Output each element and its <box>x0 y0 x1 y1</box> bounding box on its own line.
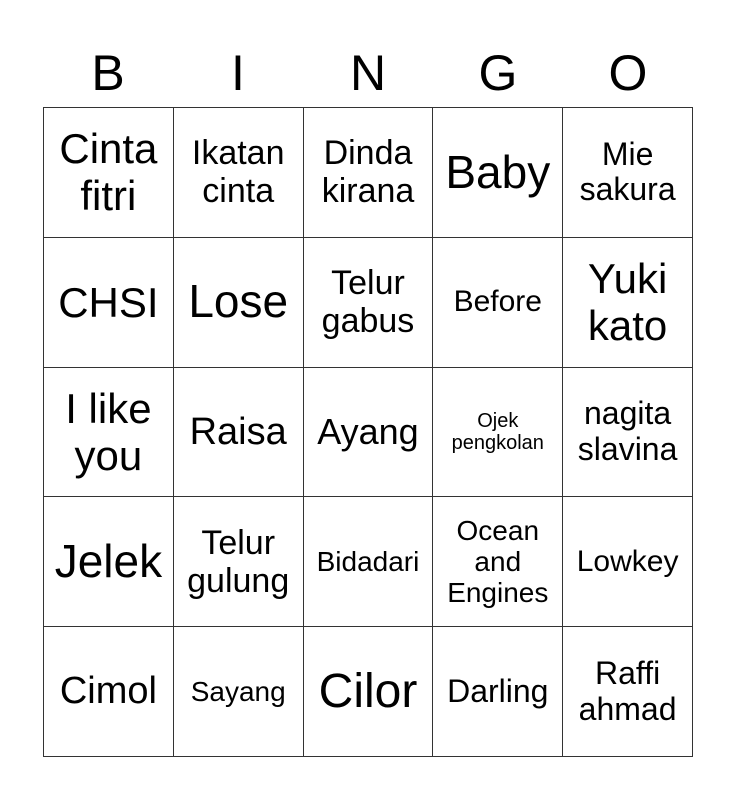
bingo-cell: Raffi ahmad <box>563 627 693 757</box>
bingo-cell: Cinta fitri <box>44 108 174 238</box>
bingo-cell: Sayang <box>174 627 304 757</box>
bingo-cell: Jelek <box>44 497 174 627</box>
bingo-cell: I like you <box>44 368 174 498</box>
header-letter-o: O <box>608 45 648 101</box>
bingo-cell: Telur gulung <box>174 497 304 627</box>
header-letter-b: B <box>91 45 125 101</box>
bingo-cell: Lowkey <box>563 497 693 627</box>
bingo-cell: Raisa <box>174 368 304 498</box>
bingo-cell: Lose <box>174 238 304 368</box>
bingo-cell: Cilor <box>304 627 434 757</box>
bingo-grid <box>43 107 693 757</box>
header-letter-g: G <box>478 45 518 101</box>
header-letter-i: I <box>231 45 245 101</box>
bingo-header <box>43 40 693 106</box>
bingo-cell: Dinda kirana <box>304 108 434 238</box>
bingo-cell: Darling <box>433 627 563 757</box>
bingo-cell: Yuki kato <box>563 238 693 368</box>
bingo-cell: Mie sakura <box>563 108 693 238</box>
bingo-cell: Ayang <box>304 368 434 498</box>
bingo-cell: Ocean and Engines <box>433 497 563 627</box>
bingo-cell: Baby <box>433 108 563 238</box>
bingo-cell: Ikatan cinta <box>174 108 304 238</box>
bingo-cell: Cimol <box>44 627 174 757</box>
bingo-cell: Telur gabus <box>304 238 434 368</box>
bingo-cell: CHSI <box>44 238 174 368</box>
bingo-cell: Ojek pengkolan <box>433 368 563 498</box>
bingo-cell: nagita slavina <box>563 368 693 498</box>
bingo-cell: Before <box>433 238 563 368</box>
header-letter-n: N <box>349 45 387 101</box>
bingo-cell: Bidadari <box>304 497 434 627</box>
